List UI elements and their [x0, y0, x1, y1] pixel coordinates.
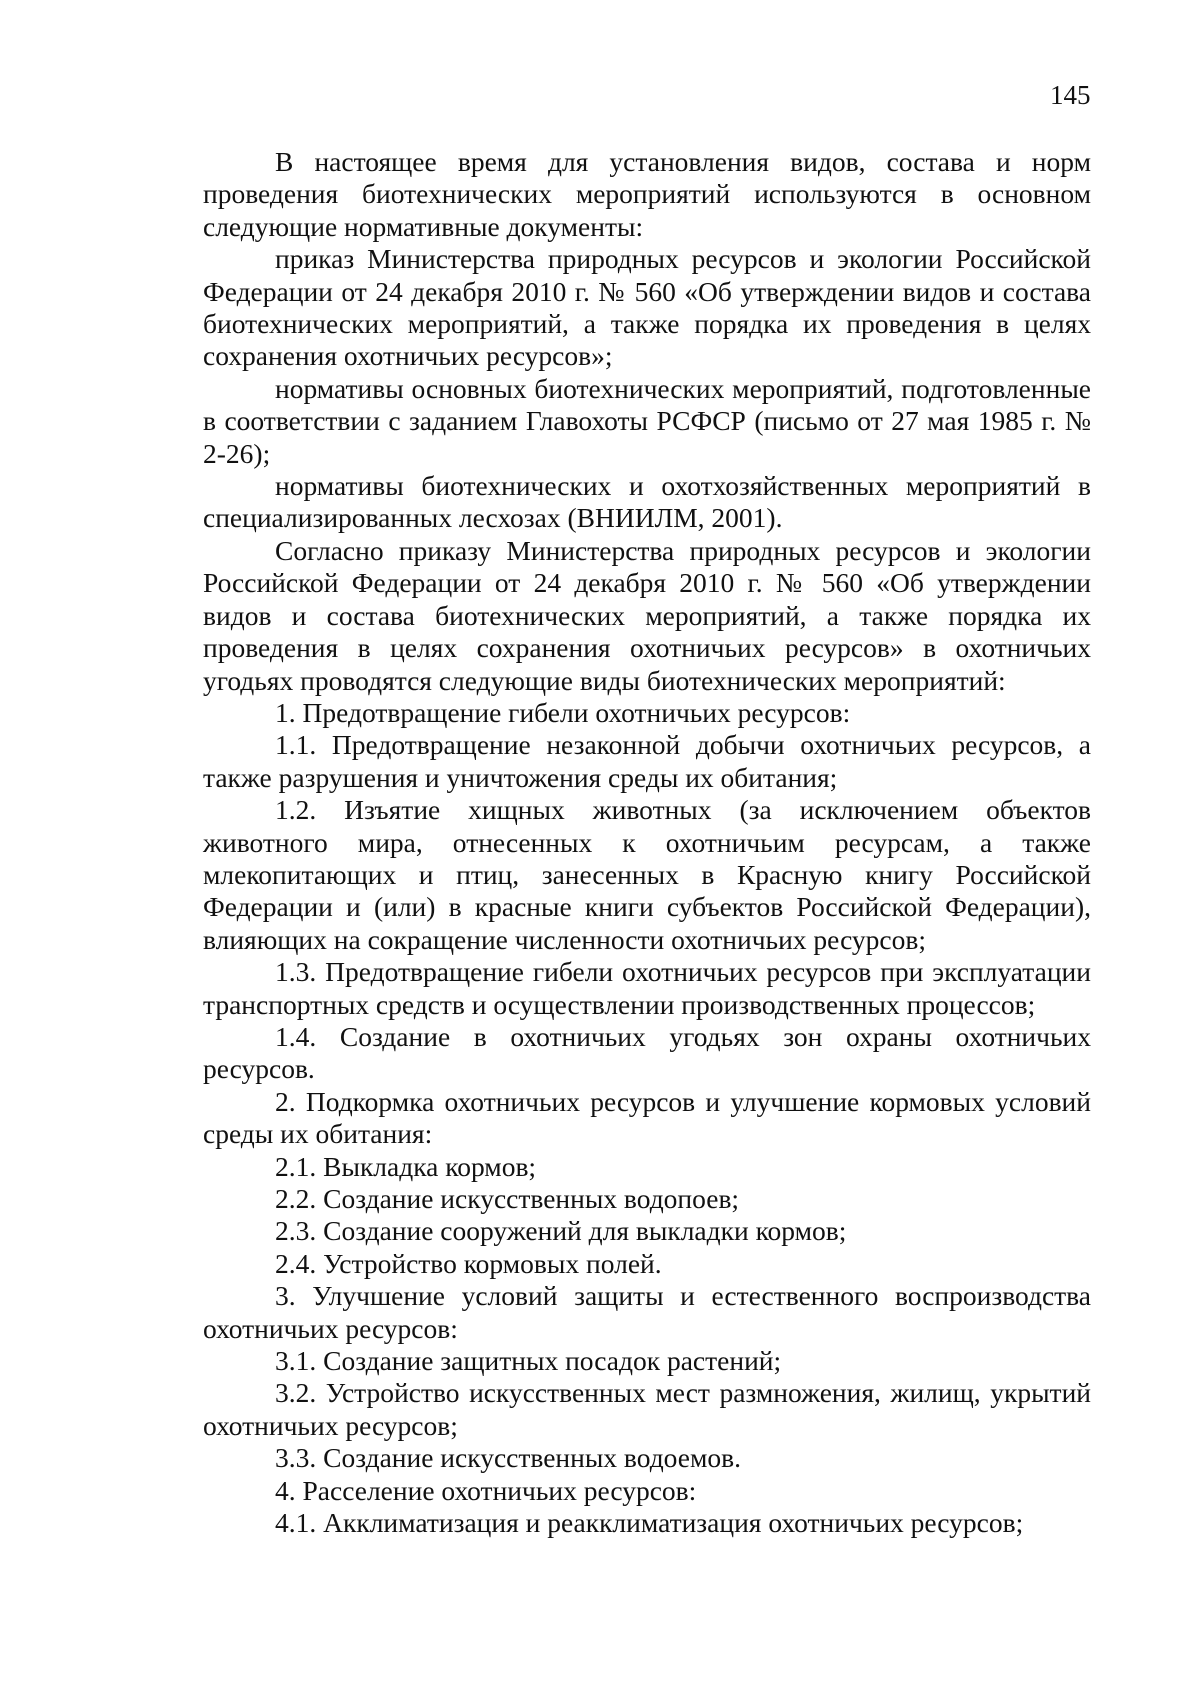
paragraph: нормативы основных биотехнических мероприятий, подготовленные в соответствии с заданием Главохоты РСФСР (письмо от 27 мая 1985 г. № 2-26);: [203, 372, 1091, 469]
list-item: 2.2. Создание искусственных водопоев;: [275, 1183, 740, 1214]
list-item: 3.2. Устройство искусственных мест размножения, жилищ, укрытий охотничьих ресурсов;: [203, 1377, 1091, 1441]
list-item: 3.1. Создание защитных посадок растений;: [275, 1345, 782, 1377]
list-item: 1.3. Предотвращение гибели охотничьих ресурсов при эксплуатации транспортных средств и осуществлении производственных процессов;: [203, 956, 1091, 1020]
list-item: 2.3. Создание сооружений для выкладки кормов;: [275, 1215, 847, 1247]
document-body: [203, 146, 1091, 1539]
paragraph: Согласно приказу Министерства природных ресурсов и экологии Российской Федерации от 24 декабря 2010 г. № 560 «Об утверждении видов и состава биотехнических мероприятий, а также порядка их проведения в целях сохранения охотничьих ресурсов» в охотничьих угодьях проводятся следующие виды биотехнических мероприятий:: [203, 534, 1091, 696]
paragraph: В настоящее время для установления видов, состава и норм проведения биотехнических мероприятий используются в основном следующие нормативные документы:: [203, 146, 1091, 242]
list-item: 1. Предотвращение гибели охотничьих ресурсов:: [275, 696, 851, 728]
list-item: 2.4. Устройство кормовых полей.: [275, 1247, 662, 1279]
list-item: 4. Расселение охотничьих ресурсов:: [275, 1474, 697, 1506]
list-item: 3.3. Создание искусственных водоемов.: [275, 1442, 741, 1474]
list-item: 4.1. Акклиматизация и реакклиматизация охотничьих ресурсов;: [275, 1507, 1024, 1539]
list-item: 2.1. Выкладка кормов;: [275, 1150, 537, 1182]
list-item: 3. Улучшение условий защиты и естественного воспроизводства охотничьих ресурсов:: [203, 1280, 1091, 1344]
list-item: 1.1. Предотвращение незаконной добычи охотничьих ресурсов, а также разрушения и уничтожения среды их обитания;: [203, 729, 1091, 793]
list-item: 1.2. Изъятие хищных животных (за исключением объектов животного мира, отнесенных к охотничьим ресурсам, а также млекопитающих и птиц, занесенных в Красную книгу Российской Федерации и (или) в красные книги субъектов Российской Федерации), влияющих на сокращение численности охотничьих ресурсов;: [203, 794, 1091, 955]
paragraph: приказ Министерства природных ресурсов и экологии Российской Федерации от 24 декабря 2010 г. № 560 «Об утверждении видов и состава биотехнических мероприятий, а также порядка их проведения в целях сохранения охотничьих ресурсов»;: [203, 243, 1091, 372]
list-item: 2. Подкормка охотничьих ресурсов и улучшение кормовых условий среды их обитания:: [203, 1085, 1091, 1150]
paragraph: нормативы биотехнических и охотхозяйственных мероприятий в специализированных лесхозах (ВНИИЛМ, 2001).: [203, 470, 1091, 534]
list-item: 1.4. Создание в охотничьих угодьях зон охраны охотничьих ресурсов.: [203, 1020, 1091, 1085]
page-number: 145: [1050, 80, 1091, 110]
